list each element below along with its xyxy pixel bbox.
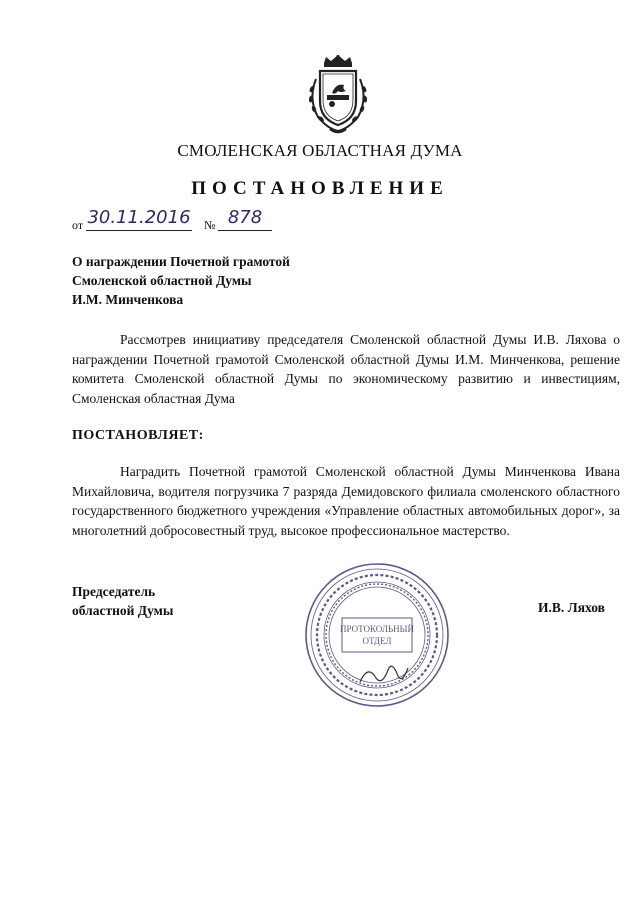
date-prefix: от: [72, 218, 84, 232]
preamble-paragraph: Рассмотрев инициативу председателя Смоленской областной Думы И.В. Ляхова о награждении Почетной грамотой Смоленской областной Думы И.М. Минченкова, решение комитета Смоленской областной Думы по экономическому развитию и инвестициям, Смоленская областная Дума: [72, 332, 620, 406]
subject-line: О награждении Почетной грамотой: [72, 254, 290, 269]
document-type-title: ПОСТАНОВЛЕНИЕ: [191, 178, 449, 199]
decision-paragraph: Наградить Почетной грамотой Смоленской областной Думы Минченкова Ивана Михайловича, водителя погрузчика 7 разряда Демидовского филиала смоленского областного государственного бюджетного учреждения «Управление областных автомобильных дорог», за многолетний добросовестный труд, высокое профессиональное мастерство.: [72, 464, 620, 538]
subject-line: И.М. Минченкова: [72, 292, 184, 307]
number-label: №: [204, 218, 216, 232]
subject-block: [72, 252, 290, 309]
date-number-line: [72, 206, 292, 234]
signatory-title: [72, 582, 173, 620]
handwritten-date: 30.11.2016: [86, 206, 192, 231]
official-seal-stamp: [302, 560, 452, 710]
organization-name: СМОЛЕНСКАЯ ОБЛАСТНАЯ ДУМА: [177, 141, 463, 160]
seal-text-line: ПРОТОКОЛЬНЫЙ: [340, 624, 414, 634]
signatory-title-line: Председатель: [72, 584, 156, 599]
resolves-heading: ПОСТАНОВЛЯЕТ:: [72, 428, 204, 443]
crown-icon: [324, 55, 352, 67]
signature-scribble: [360, 666, 408, 682]
seal-text-line: ОТДЕЛ: [362, 636, 392, 646]
signatory-title-line: областной Думы: [72, 603, 174, 618]
signatory-name: И.В. Ляхов: [538, 600, 605, 615]
subject-line: Смоленской областной Думы: [72, 273, 252, 288]
coat-of-arms-emblem: [302, 55, 374, 137]
handwritten-number: 878: [218, 206, 272, 231]
